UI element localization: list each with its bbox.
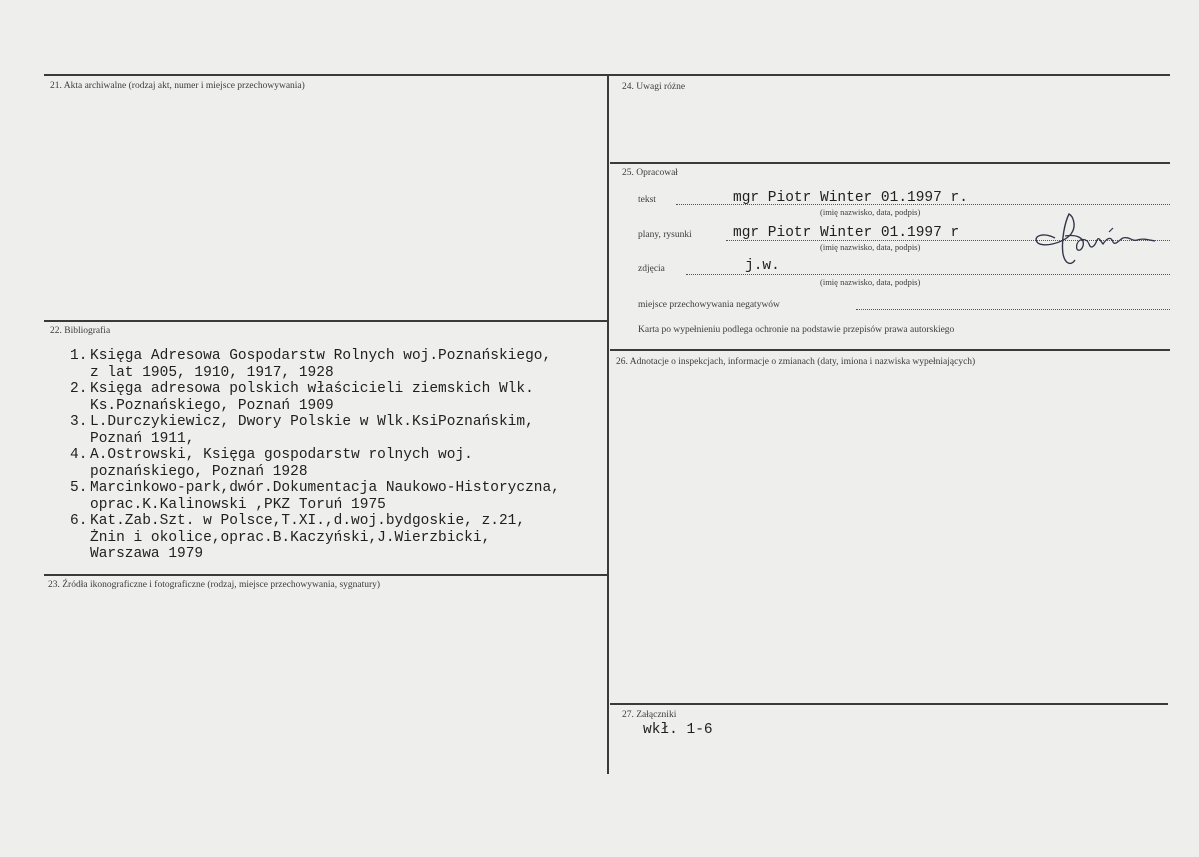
section-24-label: 24. Uwagi różne xyxy=(622,82,686,92)
rule-26-27 xyxy=(610,703,1168,705)
copyright-note: Karta po wypełnieniu podlega ochronie na podstawie przepisów prawa autorskiego xyxy=(638,325,955,335)
bibliography-item xyxy=(70,447,630,480)
bibliography-item-text: Kat.Zab.Szt. w Polsce,T.XI.,d.woj.bydgoskie, z.21, Żnin i okolice,oprac.B.Kaczyński,J.Wierzbicki, Warszawa 1979 xyxy=(90,513,526,562)
bibliography-item-text: Marcinkowo-park,dwór.Dokumentacja Naukowo-Historyczna, oprac.K.Kalinowski ,PKZ Toruń 1975 xyxy=(90,480,560,513)
bibliography-item xyxy=(70,348,630,381)
negatywy-label: miejsce przechowywania negatywów xyxy=(638,300,780,310)
attachments-value: wkł. 1-6 xyxy=(643,722,713,738)
bibliography-item-number: 6. xyxy=(70,513,88,529)
rule-22-23 xyxy=(44,574,608,576)
zdjecia-caption: (imię nazwisko, data, podpis) xyxy=(820,277,921,287)
section-25-label: 25. Opracował xyxy=(622,168,678,178)
zdjecia-value: j.w. xyxy=(745,258,780,274)
plany-label: plany, rysunki xyxy=(638,230,692,240)
bibliography-list xyxy=(70,348,630,563)
bibliography-item-number: 3. xyxy=(70,414,88,430)
section-21-label: 21. Akta archiwalne (rodzaj akt, numer i miejsce przechowywania) xyxy=(50,81,305,91)
section-22-label: 22. Bibliografia xyxy=(50,326,111,336)
bibliography-item-number: 2. xyxy=(70,381,88,397)
rule-24-25 xyxy=(610,162,1170,164)
negatywy-dotline xyxy=(856,309,1170,310)
bibliography-item-text: Księga Adresowa Gospodarstw Rolnych woj.Poznańskiego, z lat 1905, 1910, 1917, 1928 xyxy=(90,348,552,381)
bibliography-item-text: Księga adresowa polskich właścicieli ziemskich Wlk. Ks.Poznańskiego, Poznań 1909 xyxy=(90,381,534,414)
rule-25-26 xyxy=(610,349,1170,351)
plany-caption: (imię nazwisko, data, podpis) xyxy=(820,242,921,252)
bibliography-item-text: A.Ostrowski, Księga gospodarstw rolnych woj. poznańskiego, Poznań 1928 xyxy=(90,447,473,480)
zdjecia-label: zdjęcia xyxy=(638,264,665,274)
bibliography-item-number: 1. xyxy=(70,348,88,364)
bibliography-item xyxy=(70,381,630,414)
bibliography-item xyxy=(70,480,630,513)
tekst-label: tekst xyxy=(638,195,656,205)
bibliography-item xyxy=(70,513,630,563)
tekst-caption: (imię nazwisko, data, podpis) xyxy=(820,207,921,217)
bibliography-item-number: 4. xyxy=(70,447,88,463)
tekst-value: mgr Piotr Winter 01.1997 r. xyxy=(733,190,968,206)
zdjecia-dotline xyxy=(686,274,1170,275)
plany-value: mgr Piotr Winter 01.1997 r xyxy=(733,225,960,241)
bibliography-item-text: L.Durczykiewicz, Dwory Polskie w Wlk.KsiPoznańskim, Poznań 1911, xyxy=(90,414,534,447)
signature-icon xyxy=(1025,208,1175,270)
section-26-label: 26. Adnotacje o inspekcjach, informacje o zmianach (daty, imiona i nazwiska wypełniających) xyxy=(616,357,976,367)
section-23-label: 23. Źródła ikonograficzne i fotograficzne (rodzaj, miejsce przechowywania, sygnatury) xyxy=(48,580,381,590)
bibliography-item xyxy=(70,414,630,447)
section-27-label: 27. Załączniki xyxy=(622,710,677,720)
rule-21-22 xyxy=(44,320,608,322)
bibliography-item-number: 5. xyxy=(70,480,88,496)
